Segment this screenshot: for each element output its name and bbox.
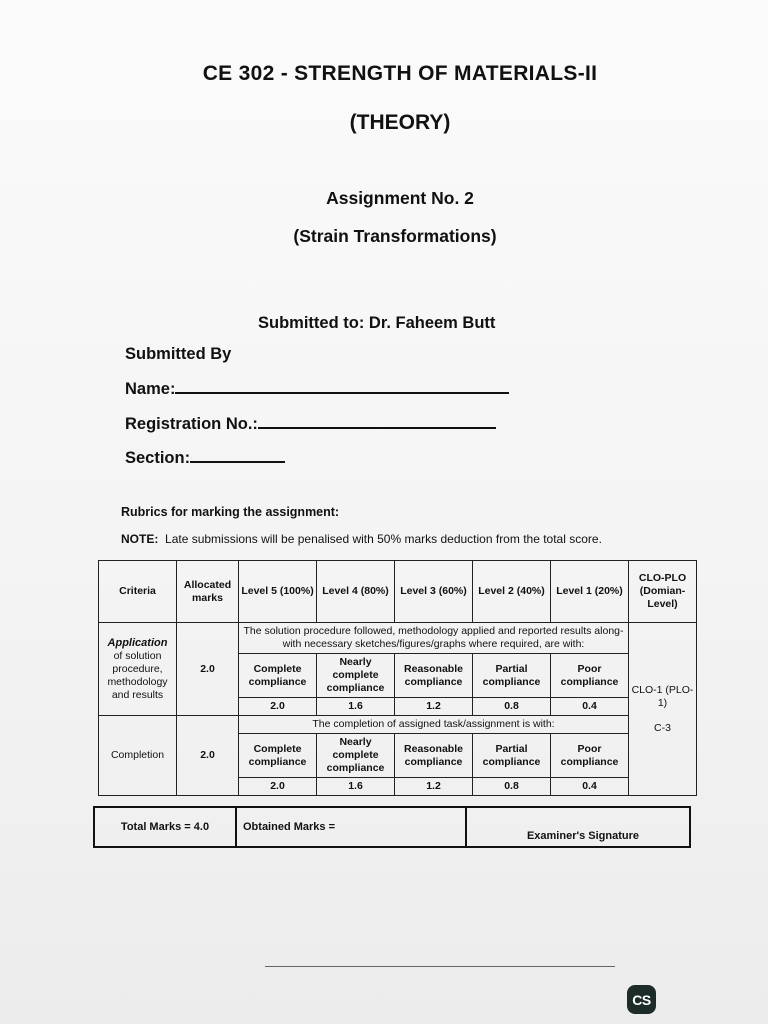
completion-criteria: Completion [99, 716, 177, 796]
application-marks: 2.0 [177, 623, 239, 716]
app-score-level4: 1.6 [317, 698, 395, 716]
clo-cell [629, 623, 697, 796]
late-submission-note [121, 532, 602, 546]
comp-level1-text: Poor compliance [551, 734, 629, 778]
rubric-table [98, 560, 697, 796]
header-level3: Level 3 (60%) [395, 561, 473, 623]
section-blank-line [190, 447, 285, 463]
submitted-to: Submitted to: Dr. Faheem Butt [258, 314, 496, 332]
comp-level5-text: Complete compliance [239, 734, 317, 778]
application-desc: of solution procedure, methodology and results [107, 649, 168, 701]
header-level4: Level 4 (80%) [317, 561, 395, 623]
application-criteria-cell [99, 623, 177, 716]
submitted-by-label: Submitted By [125, 345, 232, 363]
app-level3-text: Reasonable compliance [395, 654, 473, 698]
application-description-row [99, 623, 697, 654]
rubrics-heading: Rubrics for marking the assignment: [121, 505, 340, 519]
registration-blank-line [258, 413, 496, 429]
clo-value: CLO-1 (PLO-1) [631, 683, 694, 709]
course-title: CE 302 - STRENGTH OF MATERIALS-II [202, 62, 598, 85]
total-marks: Total Marks = 4.0 [94, 807, 236, 847]
registration-label: Registration No.: [125, 415, 258, 433]
camscanner-logo-icon: CS [627, 985, 656, 1014]
course-type: (THEORY) [349, 111, 451, 134]
name-blank-line [175, 378, 509, 394]
app-level1-text: Poor compliance [551, 654, 629, 698]
name-field [125, 378, 509, 399]
comp-score-level4: 1.6 [317, 778, 395, 796]
header-level1: Level 1 (20%) [551, 561, 629, 623]
assignment-number: Assignment No. 2 [326, 188, 474, 208]
completion-marks: 2.0 [177, 716, 239, 796]
comp-level2-text: Partial compliance [473, 734, 551, 778]
app-score-level1: 0.4 [551, 698, 629, 716]
comp-level4-text: Nearly complete compliance [317, 734, 395, 778]
application-title: Application [107, 636, 168, 649]
obtained-marks: Obtained Marks = [236, 807, 466, 847]
completion-description-row [99, 716, 697, 734]
app-level4-text: Nearly complete compliance [317, 654, 395, 698]
app-level5-text: Complete compliance [239, 654, 317, 698]
note-label: NOTE: [121, 532, 159, 546]
comp-level3-text: Reasonable compliance [395, 734, 473, 778]
note-text: Late submissions will be penalised with 50% marks deduction from the total score. [165, 532, 602, 546]
comp-score-level3: 1.2 [395, 778, 473, 796]
section-label: Section: [125, 449, 191, 467]
app-score-level3: 1.2 [395, 698, 473, 716]
header-criteria: Criteria [99, 561, 177, 623]
comp-score-level2: 0.8 [473, 778, 551, 796]
rubric-header-row [99, 561, 697, 623]
total-marks-table [93, 806, 691, 848]
header-clo-plo: CLO-PLO (Domian-Level) [629, 561, 697, 623]
domain-level: C-3 [654, 721, 671, 734]
comp-score-level5: 2.0 [239, 778, 317, 796]
section-field [125, 447, 285, 468]
header-allocated-marks: Allocated marks [177, 561, 239, 623]
app-level2-text: Partial compliance [473, 654, 551, 698]
app-score-level2: 0.8 [473, 698, 551, 716]
page-bottom-line [265, 966, 615, 967]
examiner-signature-cell [466, 807, 690, 847]
header-level5: Level 5 (100%) [239, 561, 317, 623]
completion-description: The completion of assigned task/assignment is with: [239, 716, 629, 734]
comp-score-level1: 0.4 [551, 778, 629, 796]
app-score-level5: 2.0 [239, 698, 317, 716]
application-description: The solution procedure followed, methodology applied and reported results along-with necessary sketches/figures/graphs where required, are with: [239, 623, 629, 654]
assignment-topic: (Strain Transformations) [293, 226, 497, 246]
header-level2: Level 2 (40%) [473, 561, 551, 623]
registration-field [125, 413, 496, 434]
name-label: Name: [125, 380, 176, 398]
examiner-signature-label: Examiner's Signature [526, 830, 639, 842]
